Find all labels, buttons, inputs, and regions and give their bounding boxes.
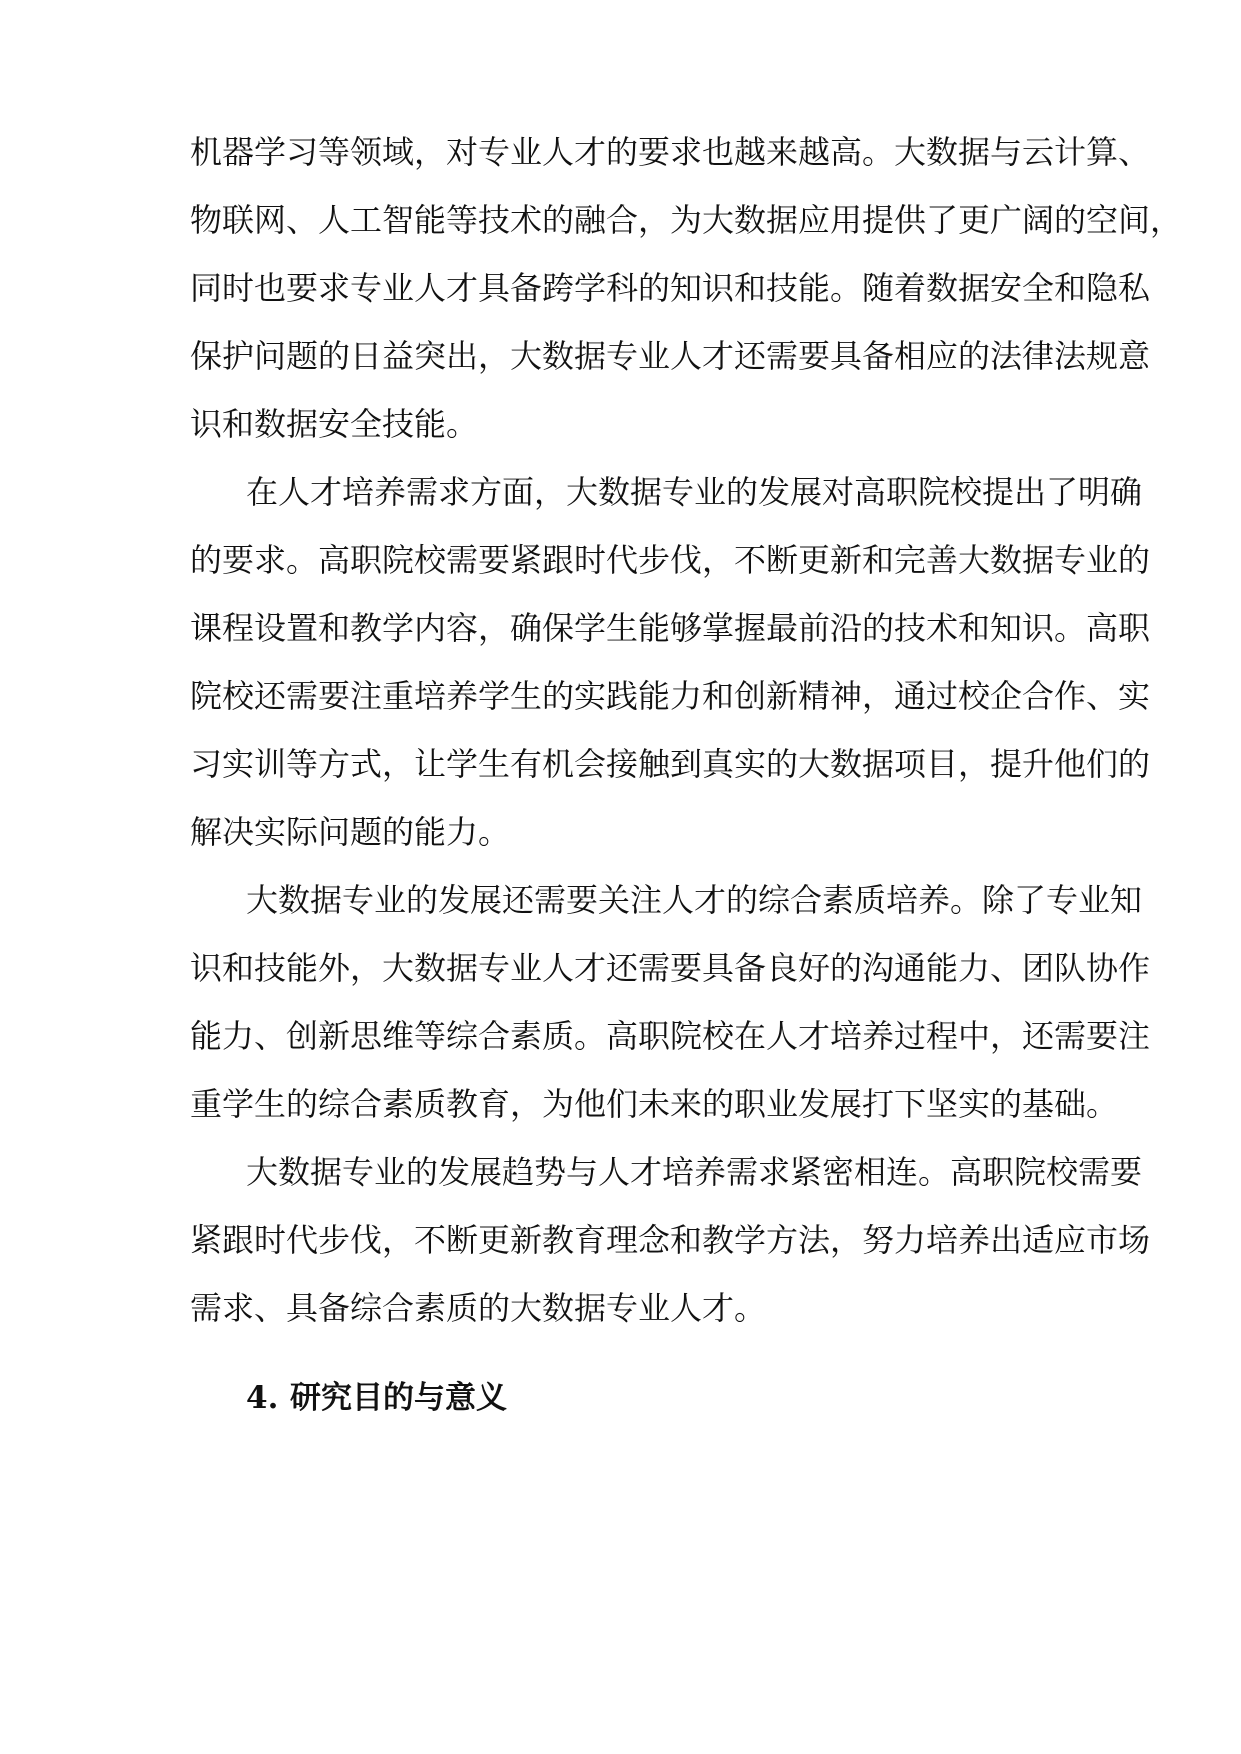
section-heading <box>246 1378 507 1418</box>
section-number: 4. <box>246 1380 279 1416</box>
paragraph-1-line-1: 机器学习等领域，对专业人才的要求也越来越高。大数据与云计算、 <box>190 133 1151 171</box>
paragraph-2-line-4: 院校还需要注重培养学生的实践能力和创新精神，通过校企合作、实 <box>190 677 1151 715</box>
paragraph-1-line-2: 物联网、人工智能等技术的融合，为大数据应用提供了更广阔的空间， <box>190 201 1183 239</box>
section-title: 研究目的与意义 <box>290 1380 507 1416</box>
paragraph-3-line-4: 重学生的综合素质教育，为他们未来的职业发展打下坚实的基础。 <box>190 1085 1119 1123</box>
paragraph-2-line-2: 的要求。高职院校需要紧跟时代步伐，不断更新和完善大数据专业的 <box>190 541 1151 579</box>
paragraph-2-line-1: 在人才培养需求方面，大数据专业的发展对高职院校提出了明确 <box>246 473 1143 511</box>
paragraph-1-line-5: 识和数据安全技能。 <box>190 405 479 443</box>
paragraph-2-line-3: 课程设置和教学内容，确保学生能够掌握最前沿的技术和知识。高职 <box>190 609 1151 647</box>
paragraph-3-line-1: 大数据专业的发展还需要关注人才的综合素质培养。除了专业知 <box>246 881 1143 919</box>
paragraph-4-line-1: 大数据专业的发展趋势与人才培养需求紧密相连。高职院校需要 <box>246 1153 1143 1191</box>
paragraph-4-line-2: 紧跟时代步伐，不断更新教育理念和教学方法，努力培养出适应市场 <box>190 1221 1151 1259</box>
paragraph-4-line-3: 需求、具备综合素质的大数据专业人才。 <box>190 1289 767 1327</box>
paragraph-1-line-3: 同时也要求专业人才具备跨学科的知识和技能。随着数据安全和隐私 <box>190 269 1151 307</box>
paragraph-3-line-3: 能力、创新思维等综合素质。高职院校在人才培养过程中，还需要注 <box>190 1017 1151 1055</box>
paragraph-1-line-4: 保护问题的日益突出，大数据专业人才还需要具备相应的法律法规意 <box>190 337 1151 375</box>
paragraph-2-line-5: 习实训等方式，让学生有机会接触到真实的大数据项目，提升他们的 <box>190 745 1151 783</box>
paragraph-3-line-2: 识和技能外，大数据专业人才还需要具备良好的沟通能力、团队协作 <box>190 949 1151 987</box>
paragraph-2-line-6: 解决实际问题的能力。 <box>190 813 511 851</box>
